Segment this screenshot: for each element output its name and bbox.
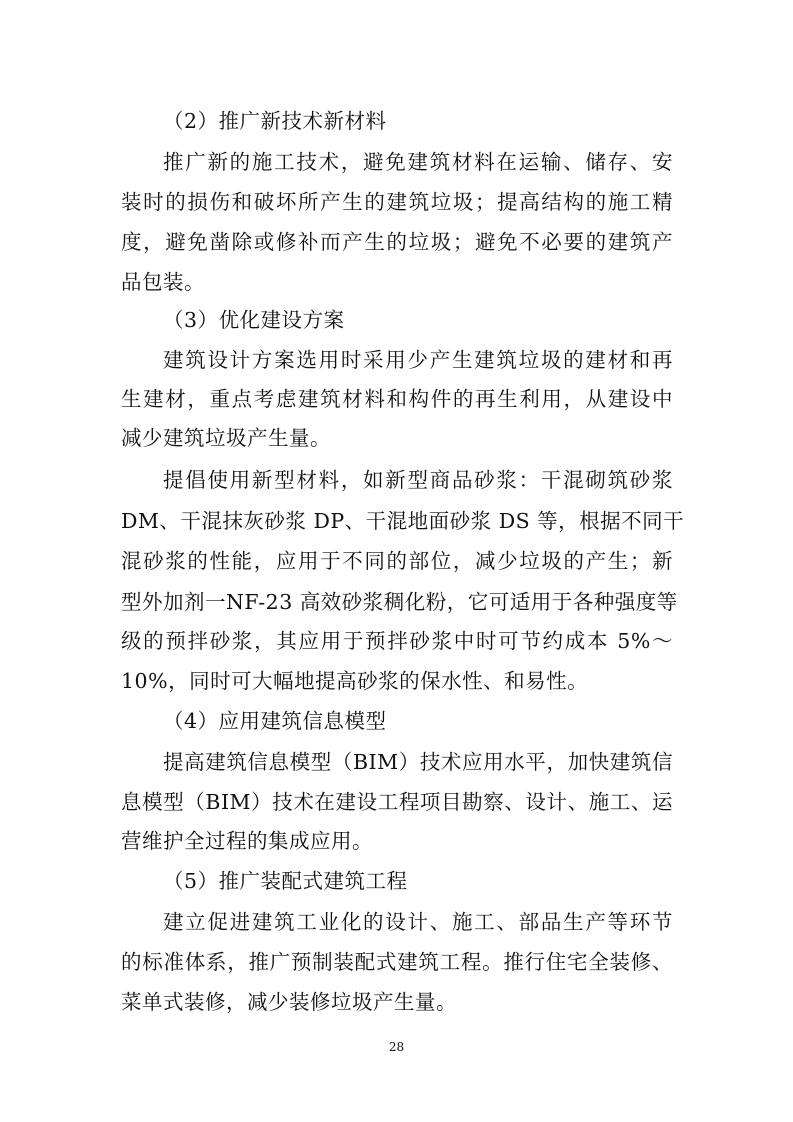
paragraph-line: DM、干混抹灰砂浆 DP、干混地面砂浆 DS 等，根据不同干: [121, 509, 685, 533]
paragraph-line: 息模型（BIM）技术在建设工程项目勘察、设计、施工、运: [121, 790, 673, 814]
page-number: 28: [388, 1040, 405, 1054]
paragraph-line: 级的预拌砂浆，其应用于预拌砂浆中时可节约成本 5%～: [121, 629, 673, 653]
paragraph-line: 10%，同时可大幅地提高砂浆的保水性、和易性。: [121, 669, 589, 693]
paragraph-line: 度，避免凿除或修补而产生的垃圾；避免不必要的建筑产: [121, 230, 673, 254]
paragraph-line: 型外加剂一NF-23 高效砂浆稠化粉，它可适用于各种强度等: [121, 590, 678, 614]
paragraph-line: 提高建筑信息模型（BIM）技术应用水平，加快建筑信: [163, 750, 673, 774]
paragraph-line: 建筑设计方案选用时采用少产生建筑垃圾的建材和再: [163, 348, 673, 372]
paragraph-line: 推广新的施工技术，避免建筑材料在运输、储存、安: [163, 150, 673, 174]
paragraph-line: 菜单式装修，减少装修垃圾产生量。: [121, 990, 457, 1014]
section-heading-4: （4）应用建筑信息模型: [163, 709, 387, 733]
paragraph-line: 混砂浆的性能，应用于不同的部位，减少垃圾的产生；新: [121, 549, 673, 573]
section-heading-5: （5）推广装配式建筑工程: [163, 869, 408, 893]
section-heading-3: （3）优化建设方案: [163, 308, 345, 332]
paragraph-line: 生建材，重点考虑建筑材料和构件的再生利用，从建设中: [121, 387, 673, 411]
paragraph-line: 提倡使用新型材料，如新型商品砂浆：干混砌筑砂浆: [163, 468, 673, 492]
paragraph-line: 建立促进建筑工业化的设计、施工、部品生产等环节: [163, 910, 673, 934]
paragraph-line: 营维护全过程的集成应用。: [121, 829, 373, 853]
section-heading-2: （2）推广新技术新材料: [163, 109, 387, 133]
paragraph-line: 的标准体系，推广预制装配式建筑工程。推行住宅全装修、: [121, 950, 673, 974]
paragraph-line: 品包装。: [121, 270, 205, 294]
paragraph-line: 减少建筑垃圾产生量。: [121, 426, 331, 450]
paragraph-line: 装时的损伤和破坏所产生的建筑垃圾；提高结构的施工精: [121, 190, 673, 214]
